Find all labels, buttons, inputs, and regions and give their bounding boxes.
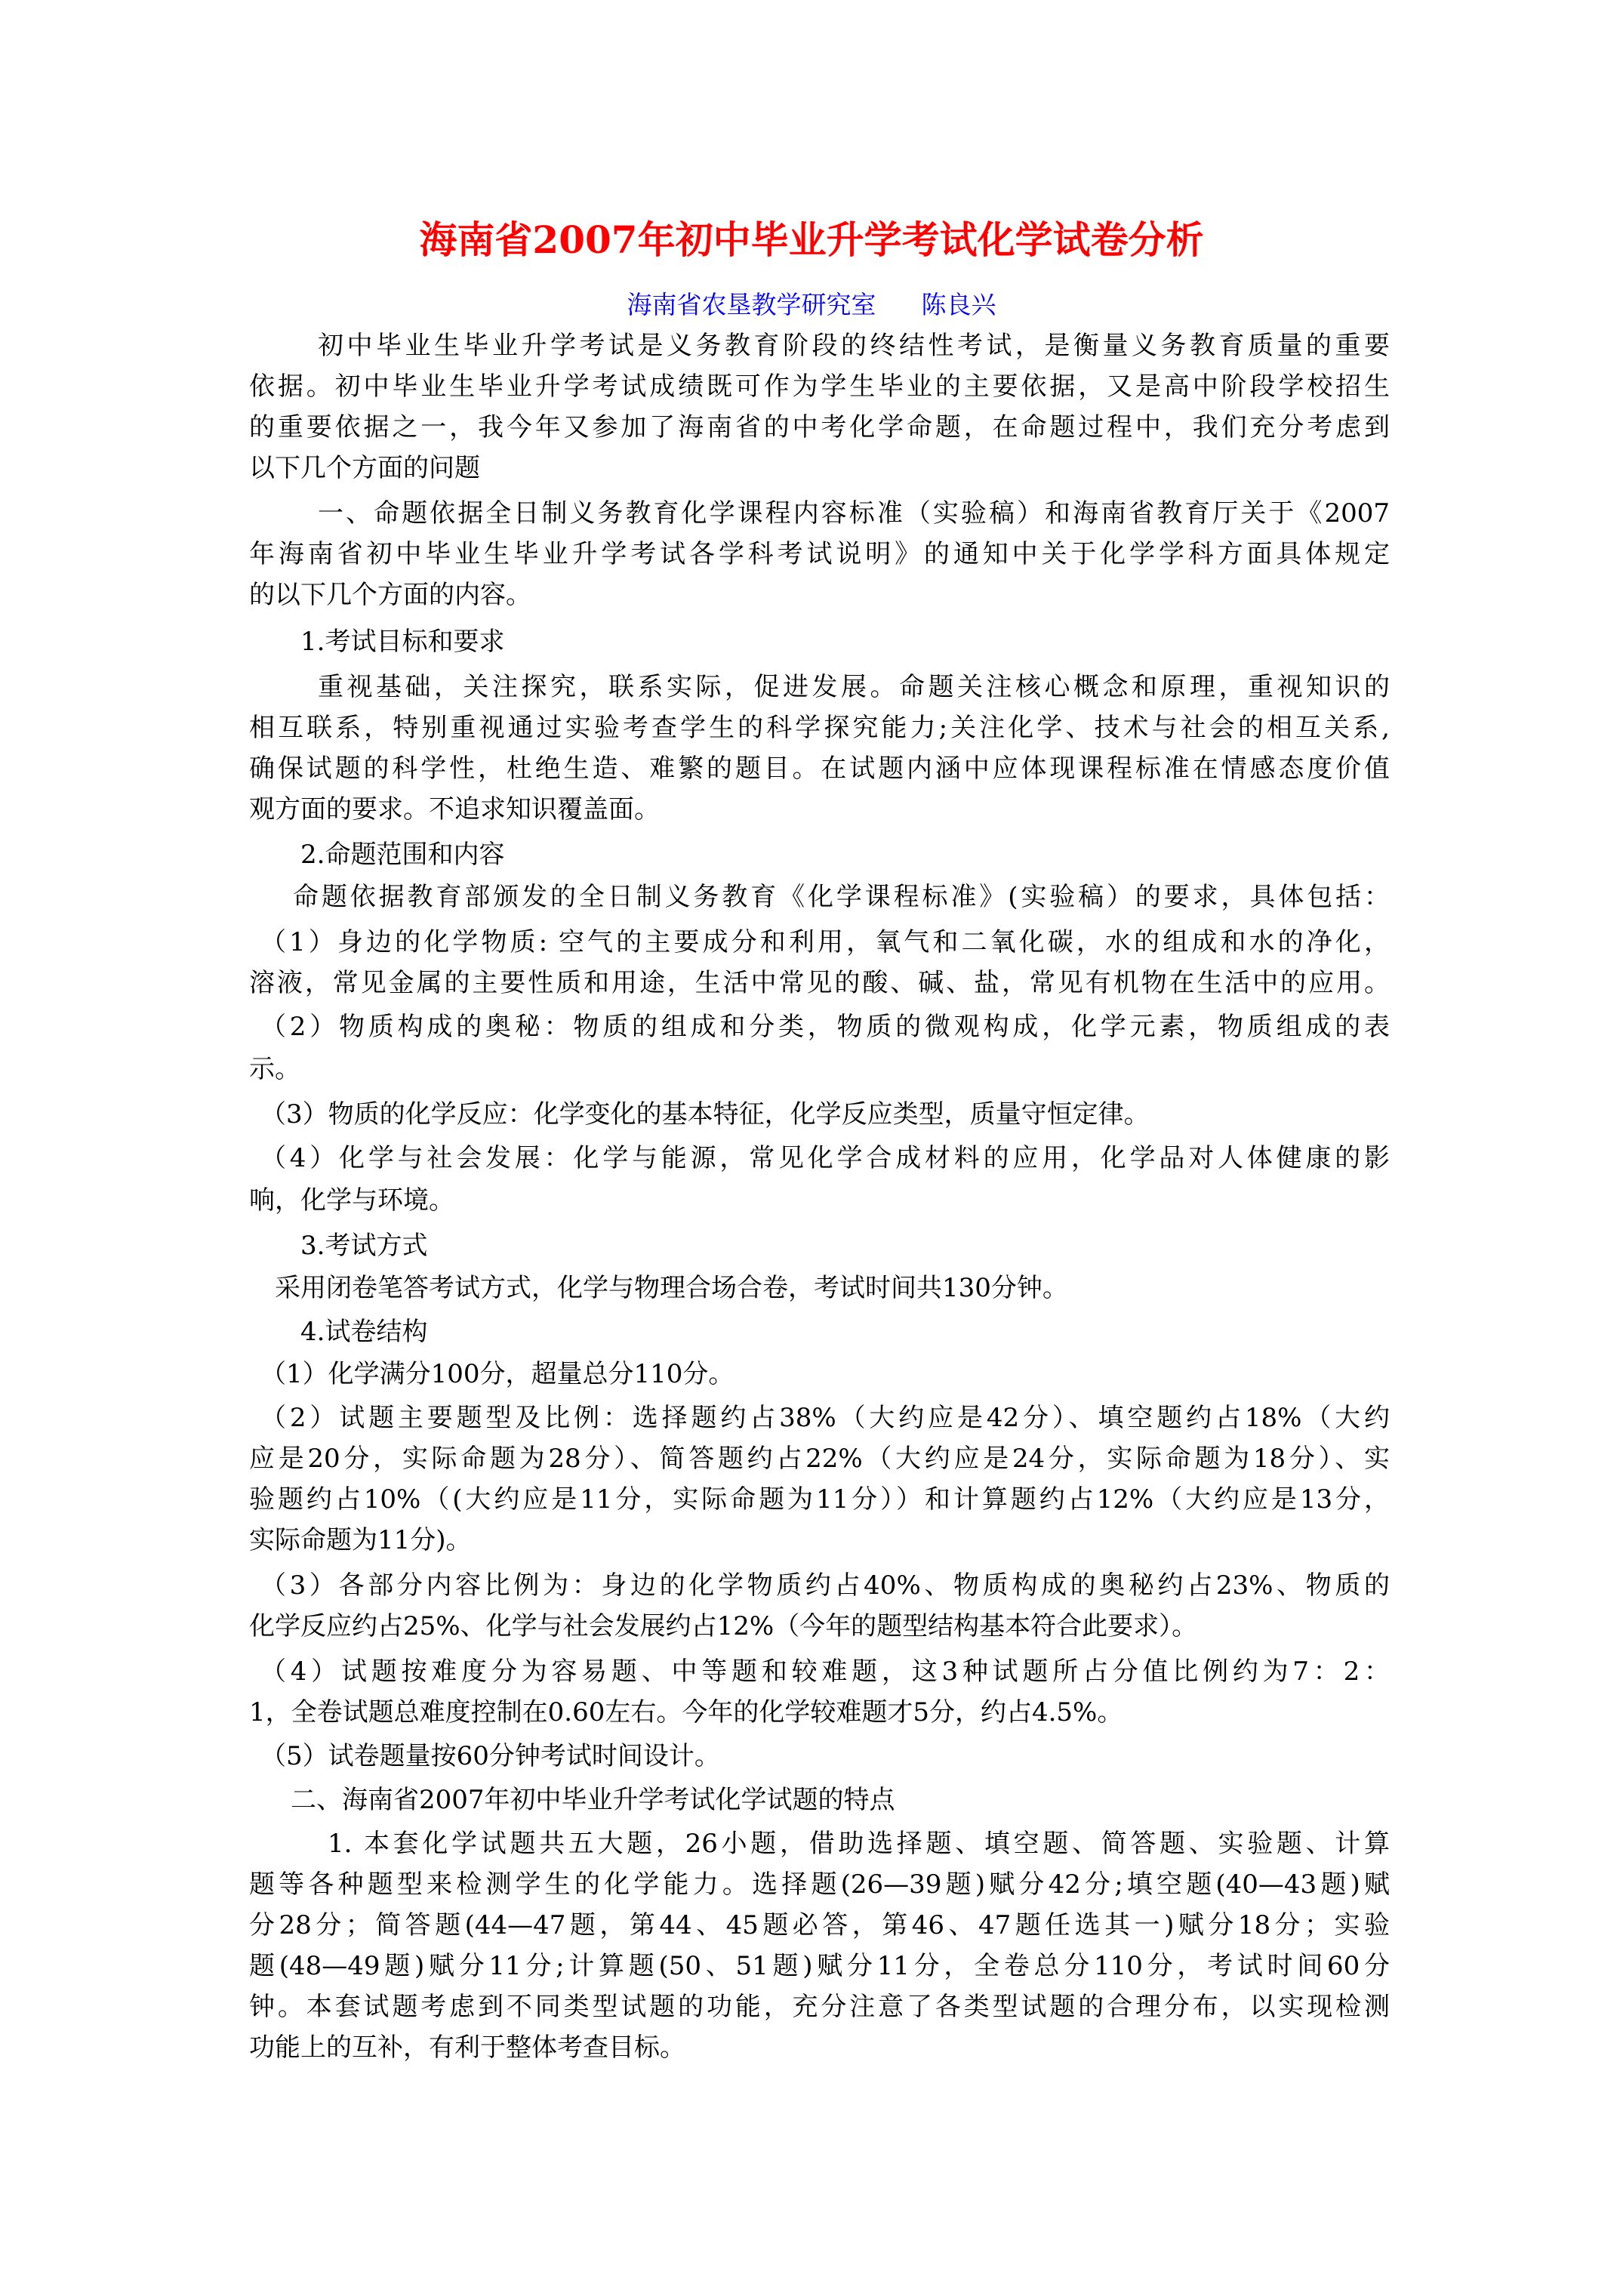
body-line: 分28分；简答题(44—47题，第44、45题必答，第46、47题任选其一)赋分18分；实验 [249,1910,1390,1940]
body-line: 依据。初中毕业生毕业升学考试成绩既可作为学生毕业的主要依据，又是高中阶段学校招生 [249,371,1390,402]
body-line: 以下几个方面的问题 [249,453,480,483]
body-line: 重视基础，关注探究，联系实际，促进发展。命题关注核心概念和原理，重视知识的 [318,672,1390,702]
body-line: 命题依据教育部颁发的全日制义务教育《化学课程标准》(实验稿）的要求，具体包括： [293,882,1390,912]
body-line: 相互联系，特别重视通过实验考查学生的科学探究能力;关注化学、技术与社会的相互关系, [249,713,1390,743]
body-line: 年海南省初中毕业生毕业升学考试各学科考试说明》的通知中关于化学学科方面具体规定 [249,539,1390,569]
body-line: 溶液，常见金属的主要性质和用途，生活中常见的酸、碱、盐，常见有机物在生活中的应用。 [249,968,1390,998]
subsection-heading: 1.考试目标和要求 [300,627,505,657]
body-line: 示。 [249,1054,300,1084]
body-line: 确保试题的科学性，杜绝生造、难繁的题目。在试题内涵中应体现课程标准在情感态度价值 [249,754,1390,784]
body-line: （4）化学与社会发展：化学与能源，常见化学合成材料的应用，化学品对人体健康的影 [260,1143,1390,1173]
body-line: 题等各种题型来检测学生的化学能力。选择题(26—39题)赋分42分;填空题(40—43题)赋 [249,1869,1390,1900]
body-line: 1，全卷试题总难度控制在0.60左右。今年的化学较难题才5分，约占4.5%。 [249,1697,1123,1727]
document-title: 海南省2007年初中毕业升学考试化学试卷分析 [419,217,1204,262]
body-line: 钟。本套试题考虑到不同类型试题的功能，充分注意了各类型试题的合理分布，以实现检测 [249,1992,1390,2022]
section-heading: 一、命题依据全日制义务教育化学课程内容标准（实验稿）和海南省教育厅关于《2007 [318,498,1390,529]
body-line: （4）试题按难度分为容易题、中等题和较难题，这3种试题所占分值比例约为7：2： [260,1657,1390,1687]
subsection-heading: 3.考试方式 [300,1231,428,1261]
subsection-heading: 2.命题范围和内容 [300,840,505,870]
author-line [0,285,1623,321]
body-line: （1）身边的化学物质: 空气的主要成分和利用，氧气和二氧化碳，水的组成和水的净化， [260,927,1390,957]
body-line: 实际命题为11分)。 [249,1525,472,1555]
body-line: 的以下几个方面的内容。 [249,580,531,610]
body-line: （2）物质构成的奥秘：物质的组成和分类，物质的微观构成，化学元素，物质组成的表 [260,1012,1390,1042]
body-line: （5）试卷题量按60分钟考试时间设计。 [260,1741,720,1771]
body-line: 化学反应约占25%、化学与社会发展约占12%（今年的题型结构基本符合此要求）。 [249,1611,1198,1641]
body-line: 功能上的互补，有利于整体考查目标。 [249,2032,685,2063]
body-line: （2）试题主要题型及比例：选择题约占38%（大约应是42分）、填空题约占18%（大约 [260,1403,1390,1433]
body-line: （1）化学满分100分，超量总分110分。 [260,1359,735,1389]
body-line: 应是20分，实际命题为28分）、简答题约占22%（大约应是24分，实际命题为18分）、实 [249,1444,1390,1474]
body-line: （3）各部分内容比例为：身边的化学物质约占40%、物质构成的奥秘约占23%、物质的 [260,1570,1390,1601]
body-line: 的重要依据之一，我今年又参加了海南省的中考化学命题，在命题过程中，我们充分考虑到 [249,412,1390,442]
subsection-heading: 4.试卷结构 [300,1317,428,1347]
section-heading: 二、海南省2007年初中毕业升学考试化学试题的特点 [291,1785,895,1815]
body-line: （3）物质的化学反应：化学变化的基本特征，化学反应类型，质量守恒定律。 [260,1099,1150,1130]
body-line: 题(48—49题)赋分11分;计算题(50、51题)赋分11分，全卷总分110分，考试时间60分 [249,1951,1390,1981]
body-line: 1. 本套化学试题共五大题，26小题，借助选择题、填空题、简答题、实验题、计算 [328,1829,1390,1859]
author-organization: 海南省农垦教学研究室 [627,290,876,319]
body-line: 响，化学与环境。 [249,1185,454,1216]
body-line: 观方面的要求。不追求知识覆盖面。 [249,794,660,824]
body-line: 初中毕业生毕业升学考试是义务教育阶段的终结性考试，是衡量义务教育质量的重要 [318,331,1390,361]
body-line: 验题约占10%（(大约应是11分，实际命题为11分））和计算题约占12%（大约应是13分， [249,1484,1390,1515]
body-line: 采用闭卷笔答考试方式，化学与物理合场合卷，考试时间共130分钟。 [275,1273,1068,1303]
author-name: 陈良兴 [921,290,996,319]
